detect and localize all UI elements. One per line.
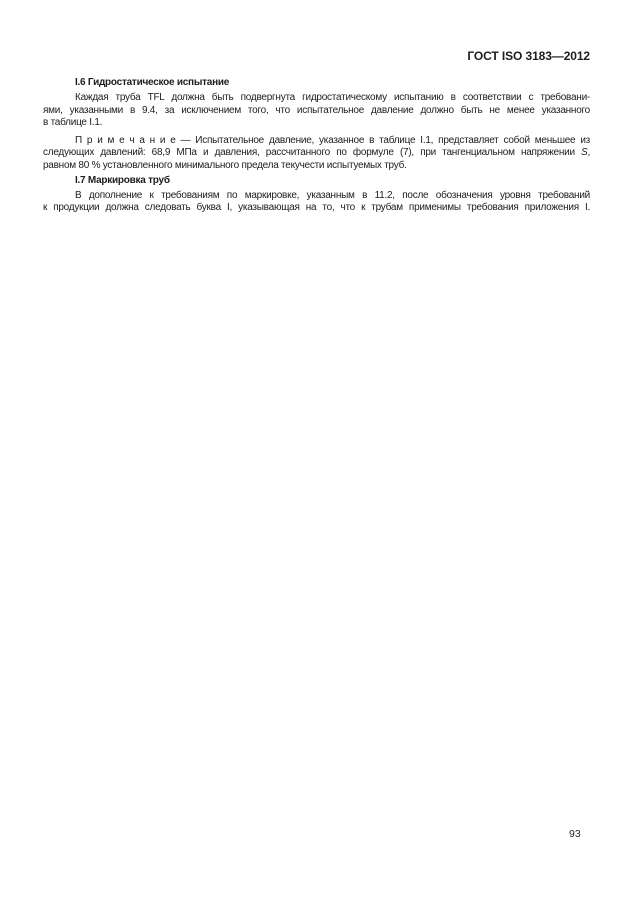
document-content (43, 77, 590, 215)
document-code-header: ГОСТ ISO 3183—2012 (467, 49, 590, 63)
note-line: П р и м е ч а н и е — Испытательное давление, указанное в таблице I.1, представляет собой меньшее из (75, 134, 590, 146)
note-line (43, 147, 590, 160)
section-i7-paragraph-line: В дополнение к требованиям по маркировке, указанным в 11.2, после обозначения уровня требований (75, 189, 590, 201)
section-i6-paragraph-line: в таблице I.1. (43, 117, 103, 129)
note-variable-s: S (581, 147, 588, 159)
note-line-text: , (587, 147, 590, 159)
note-line: равном 80 % установленного минимального предела текучести испытуемых труб. (43, 159, 407, 171)
note-block (43, 135, 590, 173)
note-line-text: следующих давлений: 68,9 МПа и давления, рассчитанного по формуле (7), при тангенциальном напряжении (43, 147, 582, 159)
section-i6-heading: I.6 Гидростатическое испытание (75, 77, 230, 88)
section-i7-heading: I.7 Маркировка труб (75, 174, 170, 186)
section-i6-paragraph-line: Каждая труба TFL должна быть подвергнута гидростатическому испытанию в соответствии с требовани- (75, 91, 590, 103)
page-number: 93 (569, 828, 581, 840)
section-i6-paragraph-line: ями, указанными в 9.4, за исключением того, что испытательное давление должно быть не менее указанного (43, 104, 590, 116)
section-i7-paragraph-line: к продукции должна следовать буква I, указывающая на то, что к трубам применимы требования приложения I. (43, 202, 590, 214)
